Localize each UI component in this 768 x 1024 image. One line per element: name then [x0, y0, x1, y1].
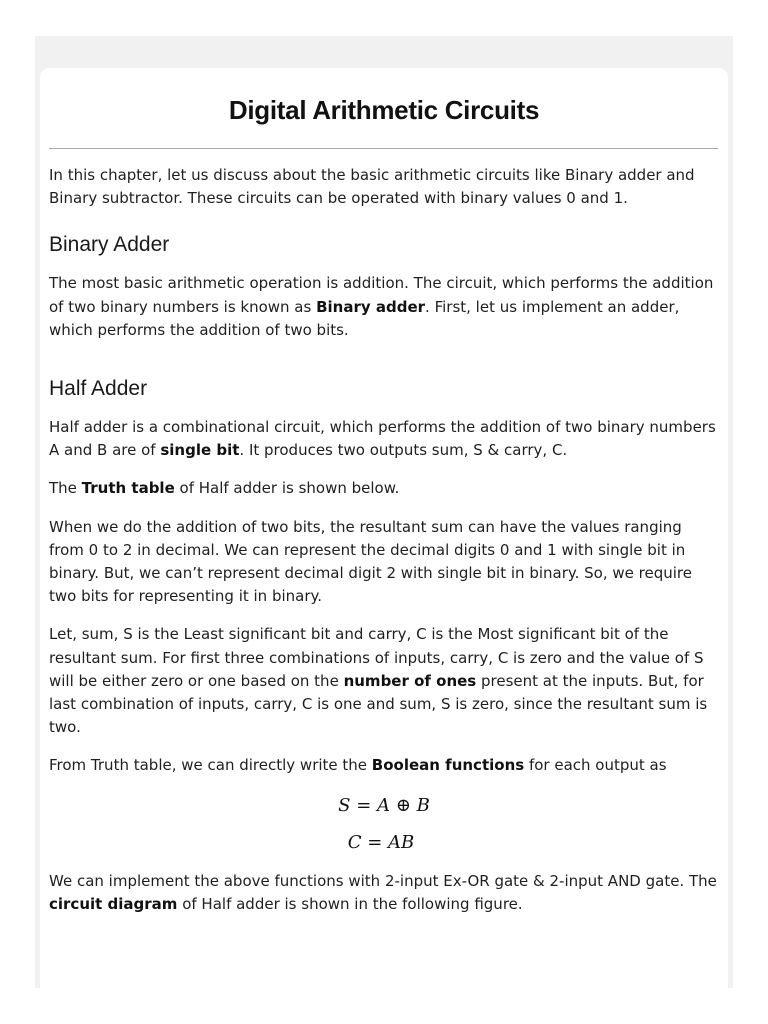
half-adder-paragraph-6: We can implement the above functions with 2-input Ex-OR gate & 2-input AND gate. The circuit diagram of Half adder is shown in the following figure.: [49, 871, 717, 913]
heading-binary-adder: Binary Adder: [49, 233, 170, 257]
emphasis-boolean-functions: Boolean functions: [371, 756, 525, 775]
half-adder-paragraph-1: Half adder is a combinational circuit, which performs the addition of two binary numbers A and B are of single bit. It produces two outputs sum, S & carry, C.: [49, 418, 716, 460]
half-adder-paragraph-3: When we do the addition of two bits, the resultant sum can have the values ranging from 0 to 2 in decimal. We can represent the decimal digits 0 and 1 with single bit in binary. But, we can’t represent decimal digit 2 with single bit in binary. So, we require two bits for representing it in binary.: [49, 517, 692, 606]
heading-half-adder: Half Adder: [49, 377, 148, 401]
binary-adder-paragraph: The most basic arithmetic operation is addition. The circuit, which performs the addition of two binary numbers is known as Binary adder. First, let us implement an adder, which performs the addition of two bits.: [49, 274, 714, 339]
equation-carry: C = AB: [347, 831, 415, 853]
emphasis-number-of-ones: number of ones: [343, 671, 477, 690]
half-adder-paragraph-4: Let, sum, S is the Least significant bit and carry, C is the Most significant bit of the resultant sum. For first three combinations of inputs, carry, C is zero and the value of S will be either zero or one based on the number of ones present at the inputs. But, for last combination of inputs, carry, C is one and sum, S is zero, since the resultant sum is two.: [49, 625, 708, 737]
intro-paragraph: In this chapter, let us discuss about the basic arithmetic circuits like Binary adder and Binary subtractor. These circuits can be operated with binary values 0 and 1.: [49, 166, 695, 208]
page-title: Digital Arithmetic Circuits: [228, 95, 540, 125]
half-adder-paragraph-2: The Truth table of Half adder is shown below.: [49, 479, 400, 498]
emphasis-circuit-diagram: circuit diagram: [49, 894, 178, 913]
article-content: [49, 164, 719, 931]
equation-sum: S = A ⊕ B: [338, 794, 430, 816]
title-divider: [49, 148, 718, 149]
emphasis-truth-table: Truth table: [81, 479, 175, 498]
emphasis-single-bit: single bit: [160, 441, 240, 460]
emphasis-binary-adder: Binary adder: [316, 297, 426, 316]
half-adder-paragraph-5: From Truth table, we can directly write the Boolean functions for each output as: [49, 756, 667, 775]
